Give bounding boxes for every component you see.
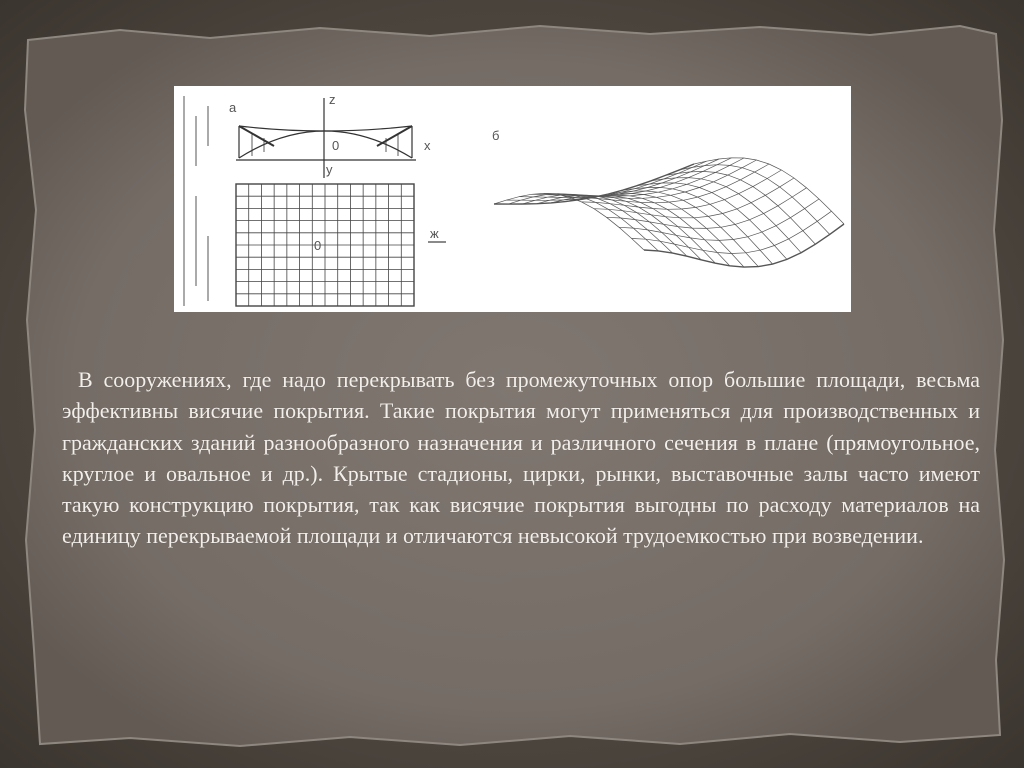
scan-artifacts [184,96,208,306]
body-paragraph: В сооружениях, где надо перекрывать без промежуточных опор большие площади, весьма эффективны висячие покрытия. Такие покрытия могут применяться для производственных и гражданских зданий разнообразного назначения и различного сечения в плане (прямоугольное, круглое и овальное и др.). Крытые стадионы, цирки, рынки, выставочные залы часто имеют такую конструкцию покрытия, так как висячие покрытия выгодны по расходу материалов на единицу перекрываемой площади и отличаются невысокой трудоемкостью при возведении. [62,367,980,549]
label-b: б [492,128,500,143]
mesh-line [665,171,815,244]
mesh-line [623,187,773,264]
mesh-line [544,158,744,196]
axis-x-label: x [424,138,431,153]
axis-z-label: z [329,92,336,107]
mesh-line [569,164,769,203]
axis-y-label: y [326,162,333,177]
plan-grid [236,184,414,306]
surface-mesh-view-b [494,158,844,267]
hanging-roof-figure [174,86,851,312]
section-mark-label: ж [430,226,439,241]
origin-plan-label: 0 [314,238,322,253]
figure-drawing [174,86,851,312]
origin-top-label: 0 [332,138,340,153]
mesh-line [644,224,844,267]
label-a: а [229,100,237,115]
mesh-line [619,199,819,240]
